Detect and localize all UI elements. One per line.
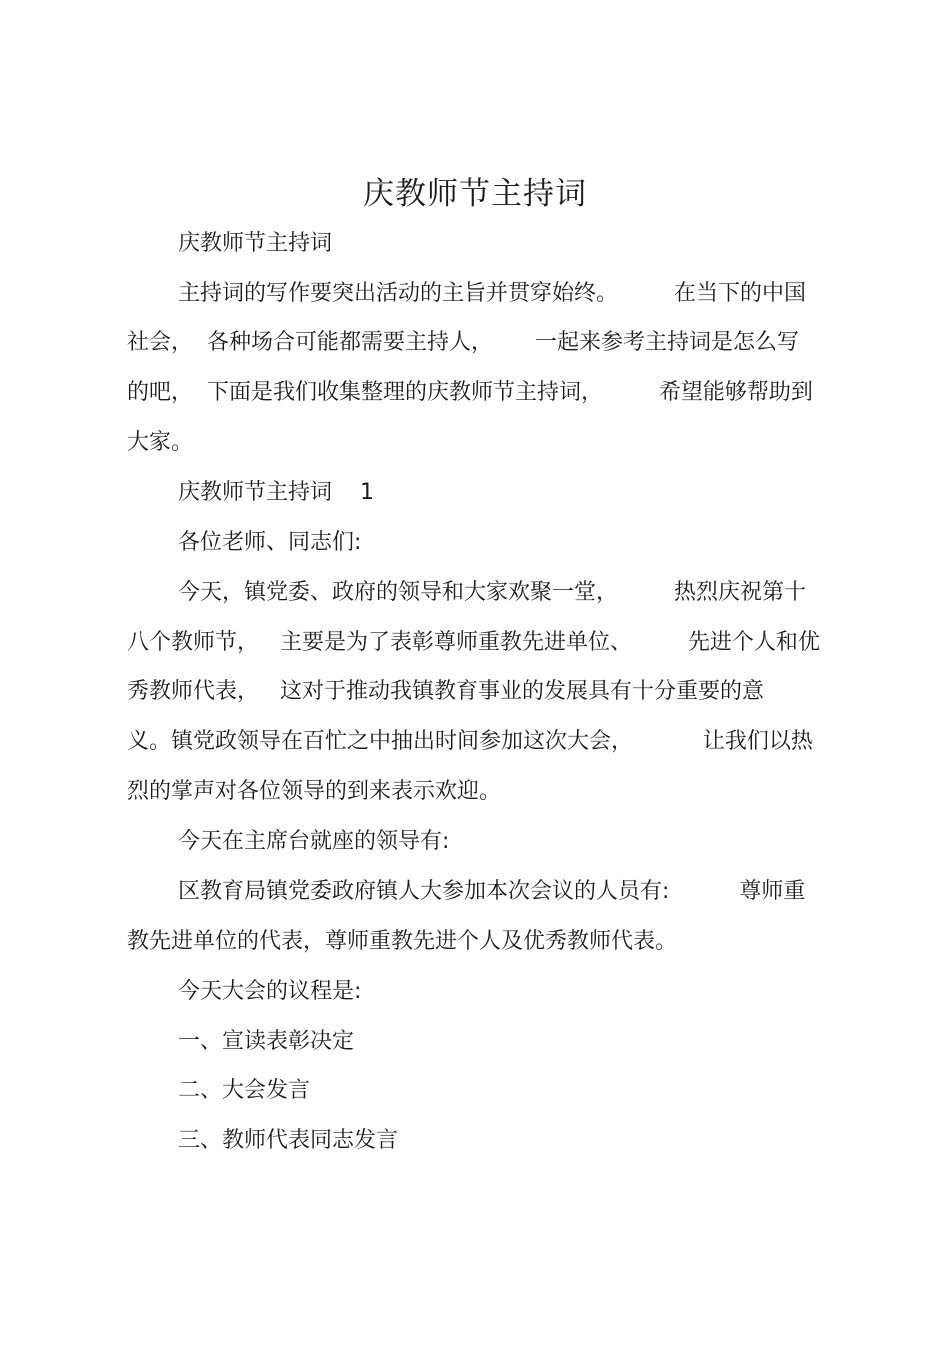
body-paragraph-line: 烈的掌声对各位领导的到来表示欢迎。 (127, 779, 502, 804)
body-paragraph-line: 秀教师代表， 这对于推动我镇教育事业的发展具有十分重要的意 (127, 679, 764, 704)
subtitle-line: 庆教师节主持词 (178, 231, 333, 256)
intro-paragraph-line: 社会， 各种场合可能都需要主持人， 一起来参考主持词是怎么写 (127, 330, 799, 355)
section-heading: 庆教师节主持词 1 (178, 480, 374, 505)
agenda-item: 一、宣读表彰决定 (178, 1029, 355, 1054)
body-paragraph-line: 八个教师节， 主要是为了表彰尊师重教先进单位、 先进个人和优 (127, 630, 820, 655)
document-title: 庆教师节主持词 (363, 176, 587, 212)
agenda-item: 三、教师代表同志发言 (178, 1128, 399, 1153)
intro-paragraph-line: 主持词的写作要突出活动的主旨并贯穿始终。 在当下的中国 (178, 281, 806, 306)
agenda-heading: 今天大会的议程是: (178, 979, 362, 1004)
agenda-item: 二、大会发言 (178, 1078, 311, 1103)
intro-paragraph-line: 大家。 (127, 430, 194, 455)
body-paragraph-line: 义。镇党政领导在百忙之中抽出时间参加这次大会， 让我们以热 (127, 729, 813, 754)
body-paragraph-line: 区教育局镇党委政府镇人大参加本次会议的人员有: 尊师重 (178, 879, 806, 904)
greeting-line: 各位老师、同志们: (178, 530, 362, 555)
body-paragraph-line: 今天，镇党委、政府的领导和大家欢聚一堂， 热烈庆祝第十 (178, 580, 806, 605)
body-paragraph-line: 教先进单位的代表，尊师重教先进个人及优秀教师代表。 (127, 929, 678, 954)
body-paragraph-line: 今天在主席台就座的领导有: (178, 829, 450, 854)
intro-paragraph-line: 的吧， 下面是我们收集整理的庆教师节主持词， 希望能够帮助到 (127, 380, 813, 405)
